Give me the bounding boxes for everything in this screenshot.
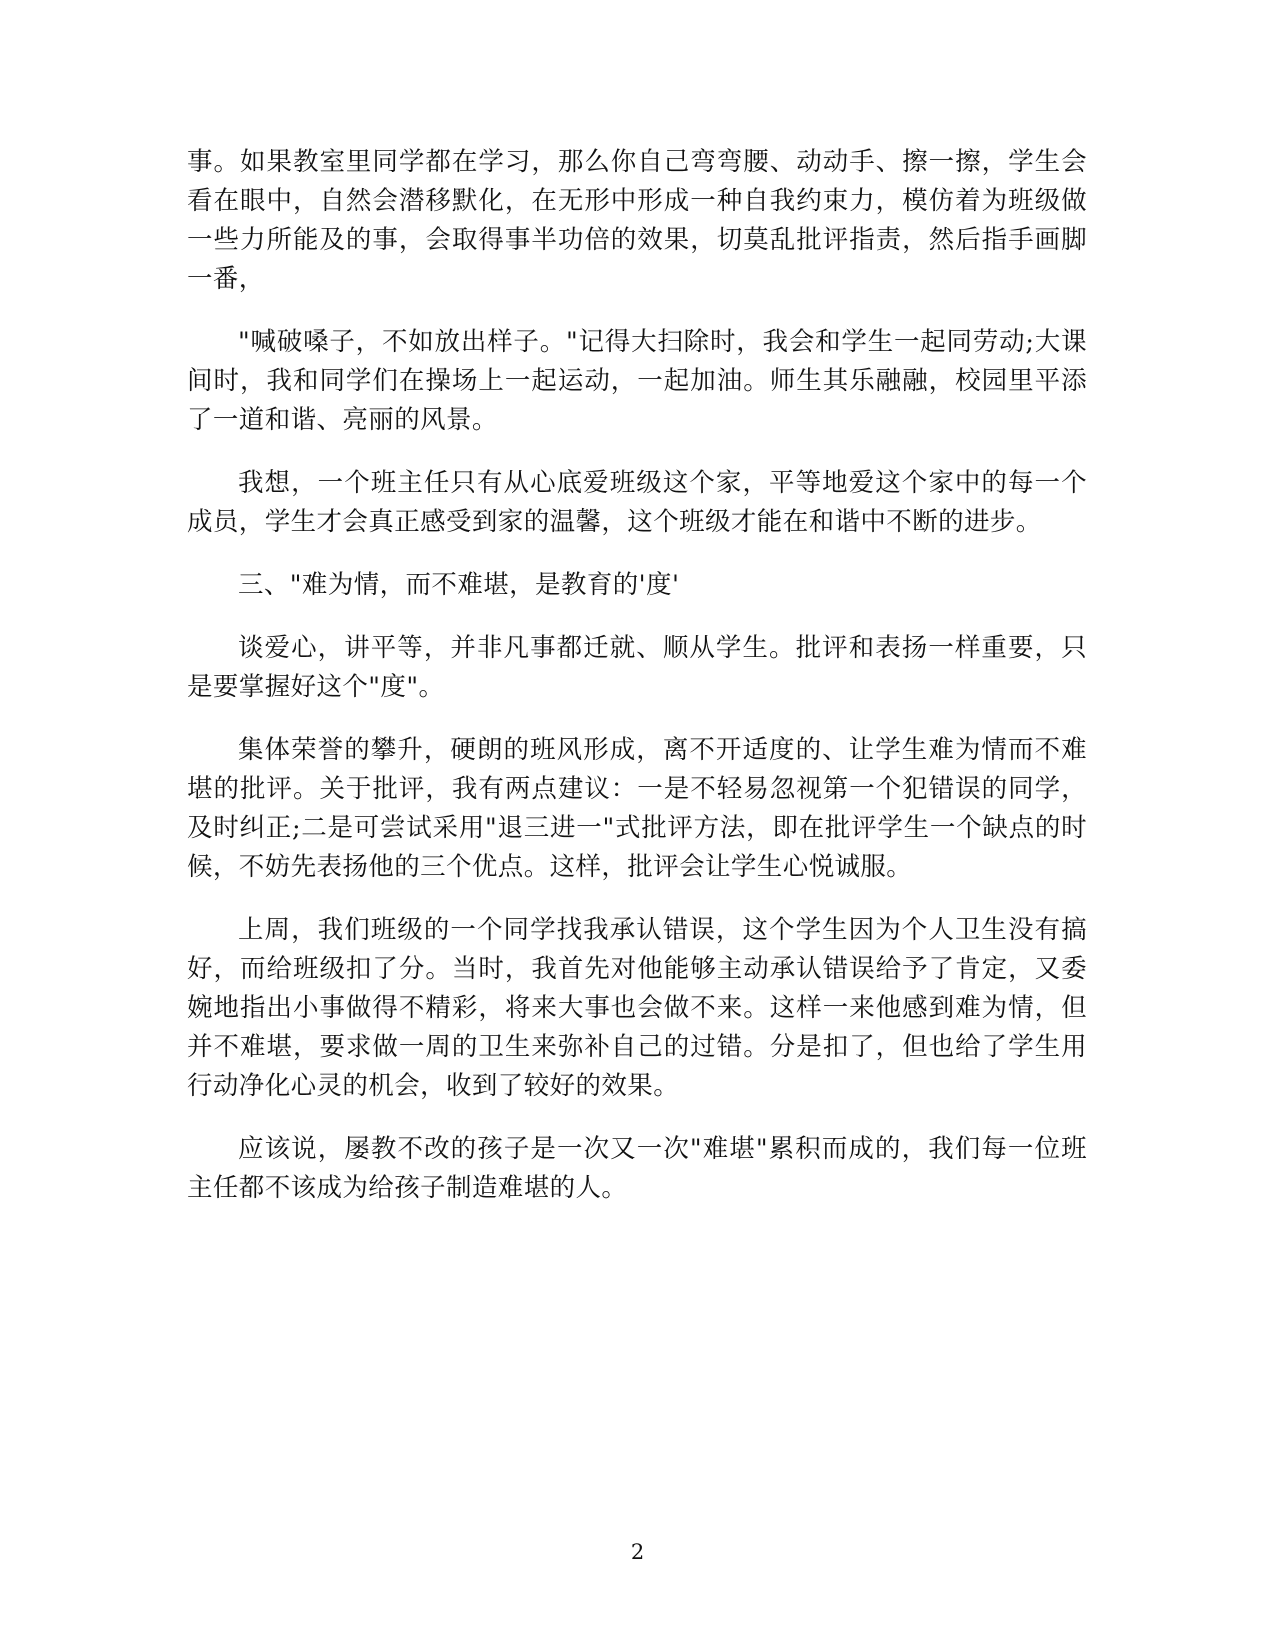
paragraph-6: 集体荣誉的攀升，硬朗的班风形成，离不开适度的、让学生难为情而不难堪的批评。关于批评，我有两点建议：一是不轻易忽视第一个犯错误的同学，及时纠正;二是可尝试采用"退三进一"式批评方法，即在批评学生一个缺点的时候，不妨先表扬他的三个优点。这样，批评会让学生心悦诚服。 bbox=[187, 735, 1087, 882]
section-heading: 三、"难为情，而不难堪，是教育的'度' bbox=[238, 570, 680, 600]
paragraph-8: 应该说，屡教不改的孩子是一次又一次"难堪"累积而成的，我们每一位班主任都不该成为给孩子制造难堪的人。 bbox=[187, 1134, 1087, 1203]
paragraph-2: "喊破嗓子，不如放出样子。"记得大扫除时，我会和学生一起同劳动;大课间时，我和同学们在操场上一起运动，一起加油。师生其乐融融，校园里平添了一道和谐、亮丽的风景。 bbox=[187, 327, 1087, 435]
page-number: 2 bbox=[630, 1540, 645, 1564]
paragraph-1: 事。如果教室里同学都在学习，那么你自己弯弯腰、动动手、擦一擦，学生会看在眼中，自然会潜移默化，在无形中形成一种自我约束力，模仿着为班级做一些力所能及的事，会取得事半功倍的效果，切莫乱批评指责，然后指手画脚一番， bbox=[187, 147, 1087, 294]
document-body bbox=[187, 143, 1087, 1232]
paragraph-7: 上周，我们班级的一个同学找我承认错误，这个学生因为个人卫生没有搞好，而给班级扣了分。当时，我首先对他能够主动承认错误给予了肯定，又委婉地指出小事做得不精彩，将来大事也会做不来。这样一来他感到难为情，但并不难堪，要求做一周的卫生来弥补自己的过错。分是扣了，但也给了学生用行动净化心灵的机会，收到了较好的效果。 bbox=[187, 915, 1087, 1101]
paragraph-5: 谈爱心，讲平等，并非凡事都迁就、顺从学生。批评和表扬一样重要，只是要掌握好这个"度"。 bbox=[187, 633, 1087, 702]
paragraph-3: 我想，一个班主任只有从心底爱班级这个家，平等地爱这个家中的每一个成员，学生才会真正感受到家的温馨，这个班级才能在和谐中不断的进步。 bbox=[187, 468, 1087, 537]
